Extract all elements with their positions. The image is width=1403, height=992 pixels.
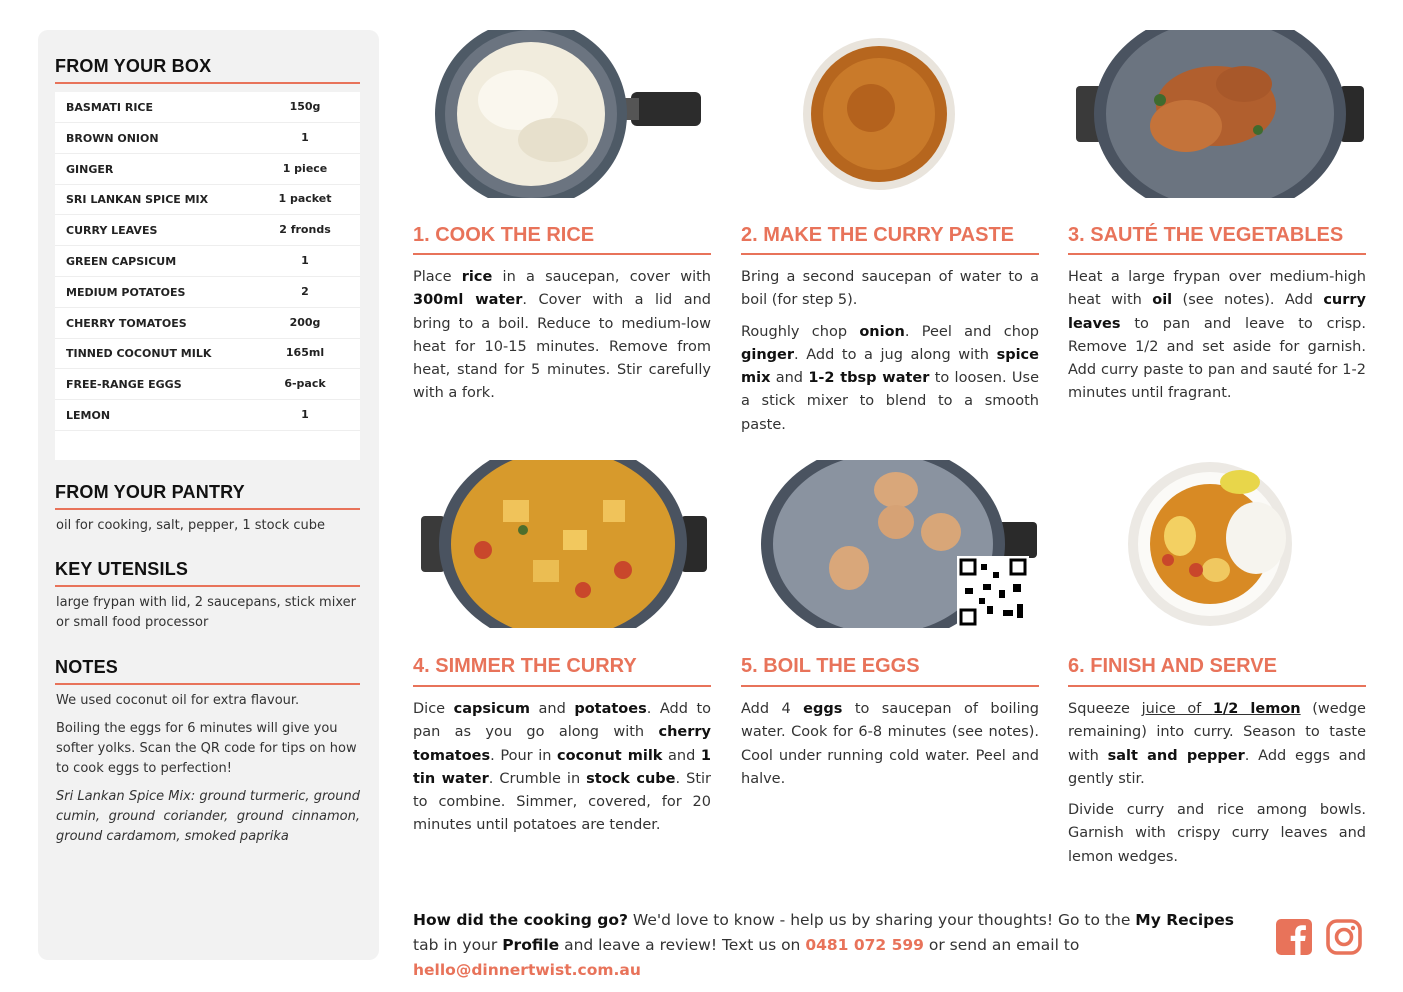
ingredient-name: GREEN CAPSICUM <box>66 255 177 268</box>
step-5-text: Add 4 eggs to saucepan of boiling water. Cook for 6-8 minutes (see notes). Cool under running cold water. Peel and halve. <box>741 701 1039 787</box>
ingredient-name: CHERRY TOMATOES <box>66 316 187 330</box>
divider <box>413 253 711 255</box>
boil-eggs-photo <box>741 460 1039 628</box>
ingredient-row <box>55 308 360 339</box>
ingredient-qty: 165ml <box>285 346 325 360</box>
ingredient-row <box>55 215 360 246</box>
ingredient-qty: 2 <box>301 284 309 298</box>
utensils-title: KEY UTENSILS <box>55 559 189 579</box>
ingredient-name: MEDIUM POTATOES <box>66 285 186 299</box>
simmer-curry-photo <box>413 460 711 628</box>
facebook-icon[interactable] <box>1276 919 1312 955</box>
ingredient-qty: 1 <box>301 130 309 144</box>
step-6-text: Squeeze juice of 1/2 lemon (wedge remaining) into curry. Season to taste with salt and pepper. Add eggs and gently stir. Divide curry and rice among bowls. Garnish with crispy curry leaves and lemon wedges. <box>1068 701 1366 865</box>
divider <box>55 82 360 84</box>
saute-pan-photo <box>1068 30 1366 198</box>
ingredient-name: GINGER <box>66 162 114 176</box>
utensils-text: large frypan with lid, 2 saucepans, stick mixer or small food processor <box>56 595 356 630</box>
pantry-text: oil for cooking, salt, pepper, 1 stock cube <box>56 518 326 533</box>
step-3-title: 3. SAUTÉ THE VEGETABLES <box>1068 224 1344 246</box>
divider <box>55 508 360 510</box>
step-5-title: 5. BOIL THE EGGS <box>741 655 920 677</box>
ingredient-row <box>55 246 360 277</box>
notes-body <box>56 691 360 855</box>
ingredient-name: FREE-RANGE EGGS <box>66 378 182 392</box>
ingredient-row <box>55 338 360 369</box>
ingredient-qty: 2 fronds <box>279 223 331 237</box>
ingredients-table <box>55 92 360 460</box>
ingredient-qty: 200g <box>289 315 321 329</box>
finish-serve-photo <box>1068 460 1366 628</box>
ingredient-qty: 6-pack <box>284 377 326 391</box>
divider <box>741 685 1039 687</box>
ingredient-name: BROWN ONION <box>66 131 159 145</box>
instagram-icon[interactable] <box>1326 919 1362 955</box>
ingredient-row <box>55 184 360 215</box>
phone-link[interactable]: 0481 072 599 <box>805 936 924 954</box>
step-4-text: Dice capsicum and potatoes. Add to pan as you go along with cherry tomatoes. Pour in coconut milk and 1 tin water. Crumble in stock cube. Stir to combine. Simmer, covered, for 20 minutes until potatoes are tender. <box>413 701 711 834</box>
step-1-title: 1. COOK THE RICE <box>413 224 595 246</box>
ingredient-qty: 1 packet <box>278 192 332 206</box>
step-6-title: 6. FINISH AND SERVE <box>1068 655 1277 677</box>
email-link[interactable]: hello@dinnertwist.com.au <box>413 961 641 979</box>
ingredient-name: LEMON <box>66 409 111 422</box>
spice-note: Sri Lankan Spice Mix: ground turmeric, ground cumin, ground coriander, ground cinnamon, ground cardamom, smoked paprika <box>56 789 360 844</box>
ingredient-qty: 150g <box>289 100 321 113</box>
ingredient-row <box>55 92 360 123</box>
ingredient-name: CURRY LEAVES <box>66 224 158 238</box>
ingredient-row <box>55 400 360 431</box>
ingredient-row <box>55 277 360 308</box>
divider <box>741 253 1039 255</box>
ingredient-row <box>55 123 360 154</box>
notes-title: NOTES <box>55 657 119 677</box>
ingredient-row <box>55 369 360 400</box>
note-2: Boiling the eggs for 6 minutes will give you softer yolks. Scan the QR code for tips on how to cook eggs to perfection! <box>56 721 357 776</box>
feedback-footer: How did the cooking go? We'd love to know - help us by sharing your thoughts! Go to the My Recipes tab in your Profile and leave a review! Text us on 0481 072 599 or send an email to hello@dinnertwist.com.au <box>413 911 1234 979</box>
step-3-text: Heat a large frypan over medium-high heat with oil (see notes). Add curry leaves to pan and leave to crisp. Remove 1/2 and set aside for garnish. Add curry paste to pan and sauté for 1-2 minutes until fragrant. <box>1068 269 1366 402</box>
ingredient-name: SRI LANKAN SPICE MIX <box>66 193 209 207</box>
ingredient-row <box>55 154 360 185</box>
from-box-title: FROM YOUR BOX <box>55 56 212 76</box>
divider <box>55 683 360 685</box>
divider <box>1068 253 1366 255</box>
ingredient-name: BASMATI RICE <box>66 101 154 114</box>
divider <box>1068 685 1366 687</box>
ingredient-qty: 1 <box>301 254 309 267</box>
step-1-text: Place rice in a saucepan, cover with 300ml water. Cover with a lid and bring to a boil. Reduce to medium-low heat for 10-15 minutes. Remove from heat, stand for 5 minutes. Stir carefully with a fork. <box>413 269 711 402</box>
step-2-text: Bring a second saucepan of water to a boil (for step 5). Roughly chop onion. Peel and chop ginger. Add to a jug along with spice mix and 1-2 tbsp water to loosen. Use a stick mixer to blend to a smooth paste. <box>741 269 1039 433</box>
step-4-title: 4. SIMMER THE CURRY <box>413 655 637 677</box>
qr-code-icon <box>957 556 1029 628</box>
sidebar <box>38 30 379 960</box>
ingredient-qty: 1 piece <box>282 161 328 175</box>
note-1: We used coconut oil for extra flavour. <box>56 693 300 708</box>
ingredient-qty: 1 <box>301 408 309 421</box>
rice-pot-photo <box>413 30 711 198</box>
pantry-title: FROM YOUR PANTRY <box>55 482 245 502</box>
curry-paste-photo <box>741 30 1039 198</box>
step-2-title: 2. MAKE THE CURRY PASTE <box>741 224 1014 246</box>
ingredient-name: TINNED COCONUT MILK <box>66 347 212 361</box>
divider <box>55 585 360 587</box>
divider <box>413 685 711 687</box>
